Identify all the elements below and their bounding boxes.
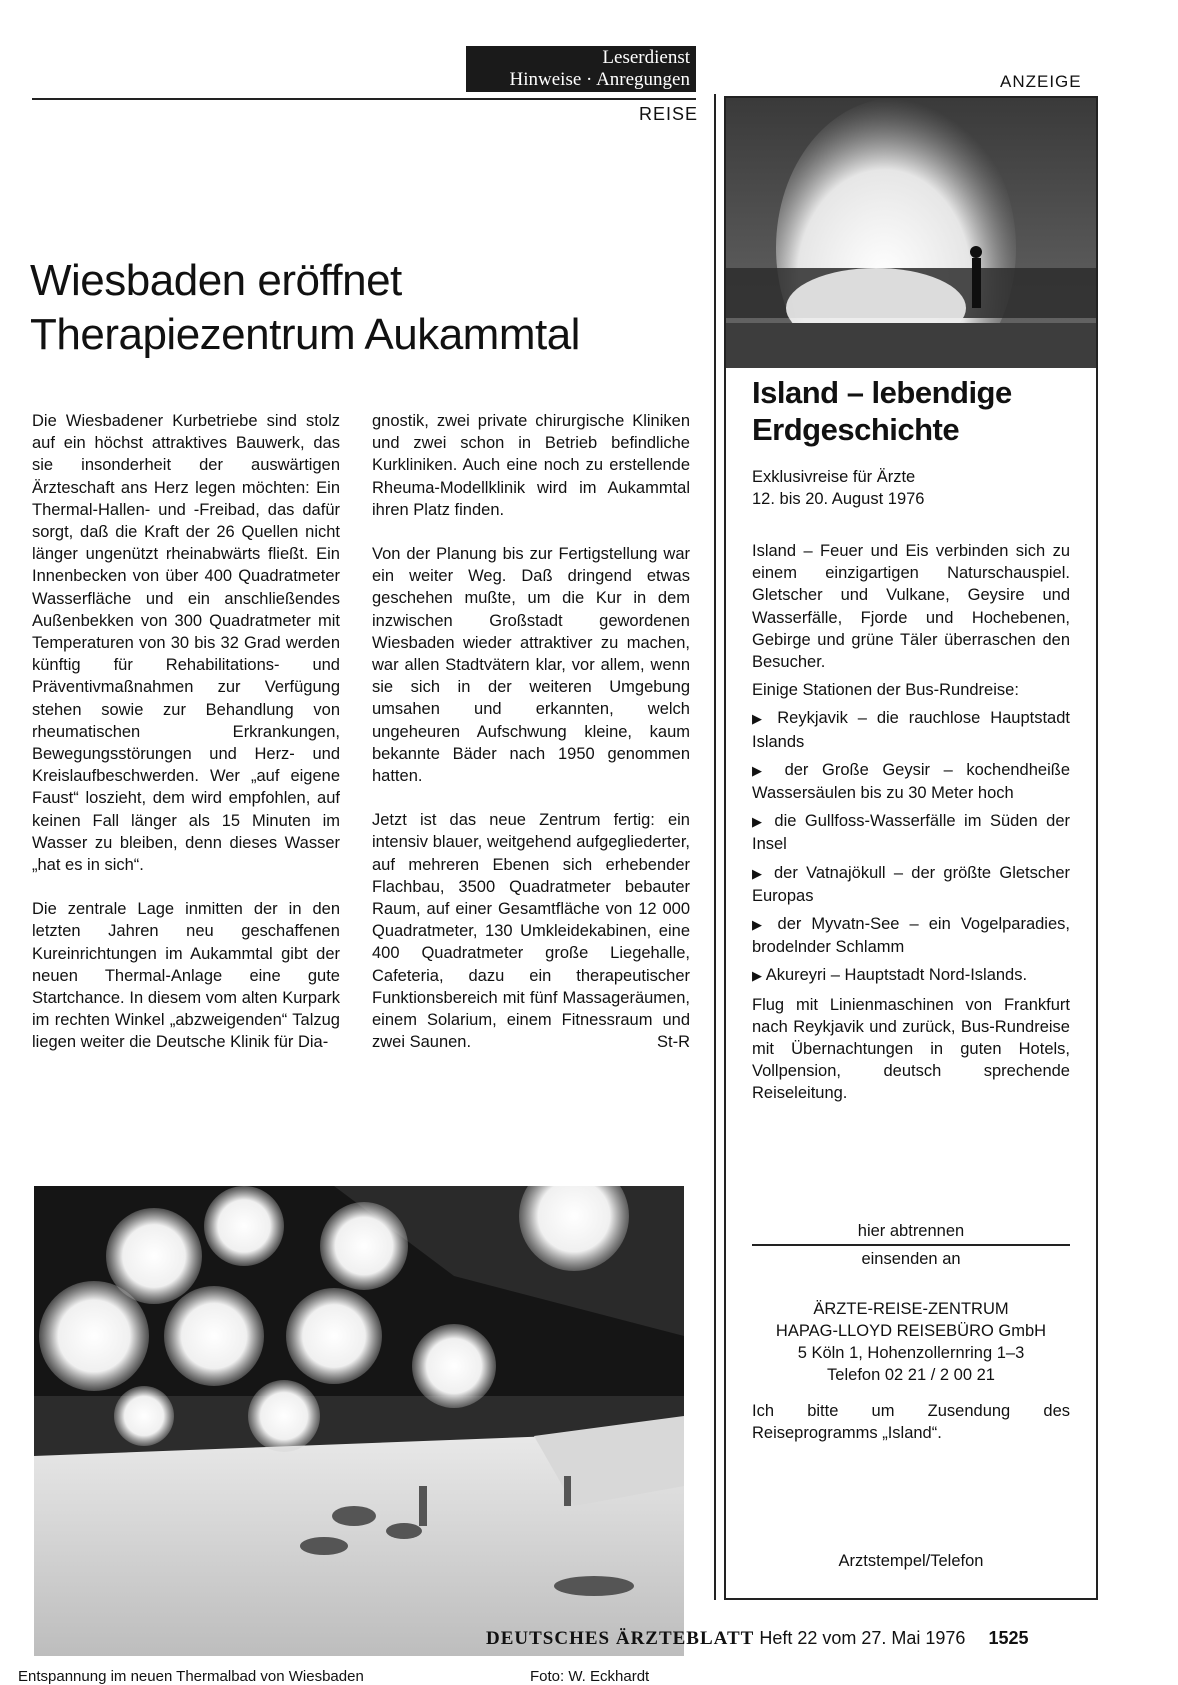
geyser-photo [726, 98, 1096, 368]
badge-line-2: Hinweise · Anregungen [509, 69, 690, 90]
photo-caption: Entspannung im neuen Thermalbad von Wiesbaden [18, 1668, 364, 1685]
header-rule [32, 98, 696, 100]
article-title [30, 254, 690, 362]
request-text: Ich bitte um Zusendung des Reiseprogramms „Island“. [752, 1402, 1070, 1442]
cut-here-label: hier abtrennen [857, 1222, 965, 1240]
title-line-1: Wiesbaden eröffnet [30, 256, 402, 305]
station-item: ▶ der Große Geysir – kochendheiße Wassersäulen bis zu 30 Meter hoch [752, 760, 1070, 803]
ad-subtitle-line-1: Exklusivreise für Ärzte [752, 468, 916, 486]
column-divider [714, 94, 716, 1600]
send-to-label: einsenden an [861, 1250, 961, 1268]
ad-subtitle-line-2: 12. bis 20. August 1976 [752, 490, 925, 508]
section-label: REISE [638, 104, 698, 124]
station-item: ▶ Reykjavik – die rauchlose Hauptstadt Islands [752, 709, 1070, 751]
ad-intro: Island – Feuer und Eis verbinden sich zu einem einzigartigen Naturschauspiel. Gletscher und Vulkane, Geysire und Wasserfälle, Fjorde und Hochebenen, Gebirge und grüne Täler überraschen den Besucher. [752, 542, 1070, 672]
station-item: ▶ die Gullfoss-Wasserfälle im Süden der Insel [752, 812, 1070, 854]
station-item: ▶ der Myvatn-See – ein Vogelparadies, brodelnder Schlamm [752, 915, 1070, 957]
triangle-bullet-icon: ▶ [752, 865, 766, 881]
paragraph: gnostik, zwei private chirurgische Kliniken und zwei schon in Betrieb befindliche Kurkliniken. Auch eine noch zu erstellende Rheuma-Modellklinik wird im Aukammtal ihren Platz finden. [372, 412, 690, 519]
thermal-bath-photo [34, 1186, 684, 1656]
address-block [752, 1298, 1070, 1386]
triangle-bullet-icon: ▶ [752, 711, 768, 727]
address-line: 5 Köln 1, Hohenzollernring 1–3 [797, 1344, 1025, 1362]
photo-credit: Foto: W. Eckhardt [530, 1668, 650, 1685]
ad-title-line-2: Erdgeschichte [752, 412, 960, 447]
paragraph: Die Wiesbadener Kurbetriebe sind stolz auf ein höchst attraktives Bauwerk, das sie insonderheit der auswärtigen Ärzteschaft ans Herz legen möchten: Ein Thermal-Hallen- und -Freibad, das dafür sorgt, daß die Kraft der 26 Quellen nicht länger ungenützt rheinabwärts fließt. Ein Innenbecken von über 400 Quadratmeter Wasserfläche und ein anschließendes Außenbekken von 300 Quadratmeter mit Temperaturen von 30 bis 32 Grad werden künftig für Rehabilitations- und Präventivmaßnahmen zur Verfügung stehen sowie zur Behandlung von rheumatischen Erkrankungen, Bewegungsstörungen und Herz- und Kreislaufbeschwerden. Wer „auf eigene Faust“ loszieht, dem wird empfohlen, auf keinen Fall länger als 15 Minuten im Wasser zu bleiben, denn dieses Wasser „hat es in sich“. [32, 412, 340, 875]
issue-info: Heft 22 vom 27. Mai 1976 [759, 1628, 966, 1648]
station-item: ▶ Akureyri – Hauptstadt Nord-Islands. [752, 966, 1028, 985]
address-line: HAPAG-LLOYD REISEBÜRO GmbH [775, 1322, 1047, 1340]
address-line: Telefon 02 21 / 2 00 21 [827, 1366, 995, 1384]
title-line-2: Therapiezentrum Aukammtal [30, 310, 580, 359]
badge-line-1: Leserdienst [602, 47, 690, 68]
paragraph: Die zentrale Lage inmitten der in den letzten Jahren neu geschaffenen Kureinrichtungen im Aukammtal gibt der neuen Thermal-Anlage eine gute Startchance. In diesem vom alten Kurpark im rechten Winkel „abzweigenden“ Talzug liegen weiter die Deutsche Klinik für Dia- [32, 900, 340, 1052]
magazine-name: DEUTSCHES ÄRZTEBLATT [486, 1628, 755, 1649]
author-signature: St-R [657, 1033, 690, 1052]
ad-title-line-1: Island – lebendige [752, 375, 1012, 410]
stamp-field-label: Arztstempel/Telefon [838, 1552, 984, 1570]
geyser-illustration [726, 98, 1096, 368]
page-number: 1525 [988, 1628, 1029, 1648]
triangle-bullet-icon: ▶ [752, 968, 762, 984]
paragraph: Von der Planung bis zur Fertigstellung war ein weiter Weg. Daß dringend etwas geschehen mußte, um die Kur in dem inzwischen Großstadt gewordenen Wiesbaden wieder attraktiver zu machen, war allen Stadtvätern klar, vor allem, wenn sie sich in der weiteren Umgebung umsahen und erkannten, welch ungeheuren Aufschwung kleine, kaum bekannte Bäder nach 1950 genommen hatten. [372, 545, 690, 786]
article-column-2 [372, 410, 690, 1075]
cut-line [752, 1244, 1070, 1246]
ad-stations-intro: Einige Stationen der Bus-Rundreise: [752, 681, 1019, 700]
page-footer [486, 1628, 1126, 1650]
thermal-bath-illustration [34, 1186, 684, 1656]
ad-title [752, 374, 1092, 448]
ad-subtitle [752, 466, 1082, 510]
triangle-bullet-icon: ▶ [752, 762, 771, 778]
triangle-bullet-icon: ▶ [752, 917, 768, 933]
leserdienst-badge [466, 46, 696, 92]
ad-body [752, 540, 1070, 1111]
anzeige-label: ANZEIGE [1000, 72, 1082, 91]
station-item: ▶ der Vatnajökull – der größte Gletscher Europas [752, 863, 1070, 905]
address-line: ÄRZTE-REISE-ZENTRUM [813, 1300, 1009, 1318]
paragraph-text: Jetzt ist das neue Zentrum fertig: ein intensiv blauer, weitgehend aufgegliederter, auf mehreren Ebenen sich erhebender Flachbau, 3500 Quadratmeter bebauter Raum, auf einer Gesamtfläche von 12 000 Quadratmeter, 130 Umkleidekabinen, eine 400 Quadratmeter große Liegehalle, Cafeteria, dazu ein therapeutischer Funktionsbereich mit fünf Massageräumen, einem Solarium, einem Fitnessraum und zwei Saunen. [372, 811, 690, 1052]
paragraph [372, 809, 690, 1053]
article-column-1 [32, 410, 340, 1076]
triangle-bullet-icon: ▶ [752, 814, 766, 830]
ad-flight-info: Flug mit Linienmaschinen von Frankfurt nach Reykjavik und zurück, Bus-Rundreise mit Übernachtungen in guten Hotels, Vollpension, deutsch sprechende Reiseleitung. [752, 995, 1070, 1103]
